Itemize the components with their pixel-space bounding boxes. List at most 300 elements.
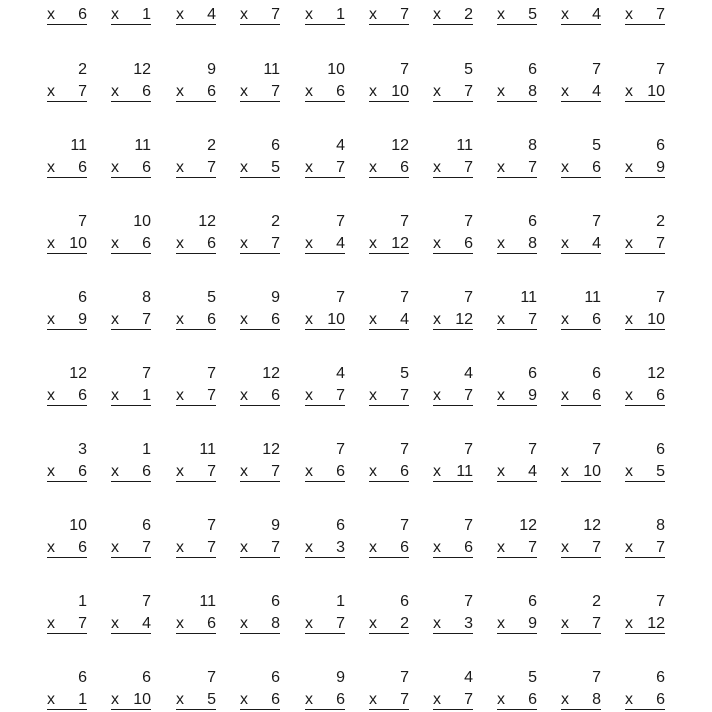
times-sign: x (111, 159, 119, 176)
multiplicand: 12 (198, 213, 216, 230)
multiplicand: 5 (528, 669, 537, 686)
multiplier: 7 (271, 539, 280, 556)
times-sign: x (561, 387, 569, 404)
multiplier: 7 (528, 539, 537, 556)
multiplicand: 9 (336, 669, 345, 686)
multiplication-problem (238, 364, 282, 408)
multiplier-line (111, 538, 151, 558)
multiplication-problem (431, 516, 475, 560)
multiplicand: 7 (464, 441, 473, 458)
multiplication-problem (367, 440, 411, 484)
multiplier-line (176, 5, 216, 25)
multiplicand: 7 (207, 669, 216, 686)
multiplier: 7 (271, 83, 280, 100)
multiplier: 6 (207, 311, 216, 328)
multiplicand: 12 (262, 441, 280, 458)
times-sign: x (305, 235, 313, 252)
multiplier: 5 (207, 691, 216, 708)
times-sign: x (240, 311, 248, 328)
multiplicand: 12 (519, 517, 537, 534)
partial-problem (303, 5, 347, 31)
multiplier: 6 (336, 83, 345, 100)
times-sign: x (625, 311, 633, 328)
multiplier-line (240, 5, 280, 25)
times-sign: x (305, 311, 313, 328)
multiplicand: 6 (528, 593, 537, 610)
multiplication-problem (174, 592, 218, 636)
multiplier-line (305, 614, 345, 634)
times-sign: x (111, 311, 119, 328)
multiplication-problem (303, 136, 347, 180)
multiplication-problem (45, 136, 89, 180)
multiplication-problem (367, 212, 411, 256)
multiplier: 6 (400, 463, 409, 480)
multiplicand: 7 (528, 441, 537, 458)
multiplier: 7 (207, 539, 216, 556)
multiplier-line (433, 386, 473, 406)
multiplicand: 6 (400, 593, 409, 610)
multiplication-problem (45, 592, 89, 636)
multiplier-line (47, 310, 87, 330)
multiplier: 7 (464, 387, 473, 404)
multiplicand: 10 (133, 213, 151, 230)
multiplicand: 6 (271, 137, 280, 154)
times-sign: x (176, 83, 184, 100)
multiplier: 10 (69, 235, 87, 252)
multiplication-problem (238, 516, 282, 560)
multiplier: 10 (583, 463, 601, 480)
times-sign: x (369, 235, 377, 252)
multiplication-problem (367, 60, 411, 104)
multiplier: 6 (142, 159, 151, 176)
times-sign: x (561, 235, 569, 252)
multiplier-line (369, 386, 409, 406)
times-sign: x (305, 6, 313, 23)
multiplier: 4 (142, 615, 151, 632)
multiplication-problem (623, 60, 667, 104)
times-sign: x (47, 6, 55, 23)
multiplier-line (625, 462, 665, 482)
multiplier: 4 (528, 463, 537, 480)
multiplication-problem (495, 668, 539, 712)
multiplier-line (497, 614, 537, 634)
multiplication-problem (559, 288, 603, 332)
multiplication-problem (174, 440, 218, 484)
times-sign: x (111, 463, 119, 480)
multiplier: 1 (142, 6, 151, 23)
multiplier: 6 (78, 463, 87, 480)
multiplicand: 8 (528, 137, 537, 154)
partial-problem (367, 5, 411, 31)
multiplicand: 7 (464, 593, 473, 610)
multiplier-line (47, 690, 87, 710)
times-sign: x (305, 387, 313, 404)
multiplier: 6 (78, 539, 87, 556)
times-sign: x (305, 691, 313, 708)
multiplier-line (47, 386, 87, 406)
multiplier: 6 (656, 387, 665, 404)
multiplier-line (176, 82, 216, 102)
multiplier: 7 (400, 6, 409, 23)
times-sign: x (497, 615, 505, 632)
multiplier: 7 (528, 159, 537, 176)
multiplier-line (433, 690, 473, 710)
multiplier-line (433, 158, 473, 178)
multiplication-problem (109, 516, 153, 560)
multiplier: 4 (400, 311, 409, 328)
multiplicand: 5 (207, 289, 216, 306)
multiplicand: 9 (207, 61, 216, 78)
multiplication-problem (367, 288, 411, 332)
multiplicand: 12 (647, 365, 665, 382)
times-sign: x (176, 387, 184, 404)
multiplier-line (47, 462, 87, 482)
multiplier-line (176, 538, 216, 558)
multiplier-line (47, 5, 87, 25)
multiplier: 12 (455, 311, 473, 328)
multiplier-line (176, 386, 216, 406)
multiplication-problem (559, 592, 603, 636)
multiplier: 7 (656, 235, 665, 252)
multiplier: 2 (400, 615, 409, 632)
multiplication-problem (623, 516, 667, 560)
multiplier-line (497, 310, 537, 330)
multiplier-line (625, 538, 665, 558)
multiplicand: 12 (69, 365, 87, 382)
multiplicand: 1 (336, 593, 345, 610)
multiplier-line (497, 538, 537, 558)
multiplier: 10 (327, 311, 345, 328)
times-sign: x (625, 615, 633, 632)
multiplication-problem (303, 212, 347, 256)
multiplication-problem (109, 60, 153, 104)
multiplication-problem (431, 288, 475, 332)
multiplicand: 2 (78, 61, 87, 78)
multiplier-line (625, 386, 665, 406)
multiplier-line (240, 158, 280, 178)
multiplier-line (433, 234, 473, 254)
multiplicand: 4 (464, 669, 473, 686)
multiplier-line (240, 386, 280, 406)
times-sign: x (176, 463, 184, 480)
multiplicand: 11 (456, 137, 473, 154)
partial-problem (45, 5, 89, 31)
multiplicand: 6 (78, 289, 87, 306)
multiplicand: 8 (656, 517, 665, 534)
multiplier: 7 (336, 159, 345, 176)
multiplication-problem (495, 592, 539, 636)
multiplier-line (111, 690, 151, 710)
multiplier-line (625, 310, 665, 330)
multiplier: 6 (656, 691, 665, 708)
multiplicand: 5 (464, 61, 473, 78)
multiplication-problem (623, 212, 667, 256)
multiplier: 1 (336, 6, 345, 23)
multiplier: 6 (142, 83, 151, 100)
multiplicand: 10 (69, 517, 87, 534)
multiplier-line (561, 310, 601, 330)
multiplicand: 6 (271, 593, 280, 610)
multiplier: 7 (78, 615, 87, 632)
multiplication-problem (174, 212, 218, 256)
partial-problem (174, 5, 218, 31)
multiplicand: 12 (133, 61, 151, 78)
times-sign: x (625, 83, 633, 100)
times-sign: x (240, 6, 248, 23)
multiplier-line (111, 82, 151, 102)
times-sign: x (305, 159, 313, 176)
multiplier-line (111, 5, 151, 25)
multiplicand: 4 (464, 365, 473, 382)
multiplier: 2 (464, 6, 473, 23)
multiplier: 7 (528, 311, 537, 328)
multiplicand: 1 (142, 441, 151, 458)
times-sign: x (47, 159, 55, 176)
multiplicand: 7 (400, 289, 409, 306)
multiplicand: 7 (592, 669, 601, 686)
multiplicand: 7 (656, 289, 665, 306)
multiplicand: 7 (400, 213, 409, 230)
multiplicand: 10 (327, 61, 345, 78)
times-sign: x (497, 463, 505, 480)
multiplicand: 7 (592, 213, 601, 230)
times-sign: x (305, 83, 313, 100)
multiplier-line (305, 158, 345, 178)
partial-problem (431, 5, 475, 31)
multiplication-problem (238, 440, 282, 484)
multiplicand: 4 (336, 365, 345, 382)
multiplication-problem (495, 60, 539, 104)
multiplier-line (433, 614, 473, 634)
multiplier: 4 (592, 83, 601, 100)
multiplier-line (561, 614, 601, 634)
multiplier: 12 (391, 235, 409, 252)
multiplier: 7 (592, 539, 601, 556)
times-sign: x (497, 691, 505, 708)
multiplier-line (240, 614, 280, 634)
multiplier: 5 (528, 6, 537, 23)
multiplier-line (625, 614, 665, 634)
multiplier-line (625, 234, 665, 254)
times-sign: x (240, 235, 248, 252)
multiplier: 5 (271, 159, 280, 176)
multiplier-line (111, 234, 151, 254)
multiplier-line (240, 462, 280, 482)
multiplication-problem (109, 212, 153, 256)
times-sign: x (369, 463, 377, 480)
multiplier-line (497, 462, 537, 482)
multiplicand: 2 (271, 213, 280, 230)
times-sign: x (497, 539, 505, 556)
multiplier: 7 (207, 387, 216, 404)
multiplication-problem (109, 592, 153, 636)
times-sign: x (305, 463, 313, 480)
multiplication-problem (303, 516, 347, 560)
multiplicand: 7 (207, 365, 216, 382)
times-sign: x (433, 6, 441, 23)
times-sign: x (369, 6, 377, 23)
times-sign: x (369, 159, 377, 176)
multiplier-line (369, 462, 409, 482)
times-sign: x (111, 6, 119, 23)
multiplier: 12 (647, 615, 665, 632)
times-sign: x (561, 691, 569, 708)
multiplication-problem (238, 212, 282, 256)
multiplicand: 7 (464, 517, 473, 534)
times-sign: x (625, 235, 633, 252)
multiplicand: 3 (78, 441, 87, 458)
multiplier-line (497, 386, 537, 406)
times-sign: x (47, 311, 55, 328)
multiplication-problem (238, 592, 282, 636)
multiplier-line (561, 462, 601, 482)
multiplier: 4 (592, 6, 601, 23)
multiplier: 6 (464, 235, 473, 252)
multiplier-line (305, 386, 345, 406)
times-sign: x (47, 615, 55, 632)
multiplication-problem (495, 212, 539, 256)
multiplier: 6 (207, 235, 216, 252)
multiplication-problem (238, 668, 282, 712)
multiplier: 6 (207, 83, 216, 100)
multiplication-problem (495, 288, 539, 332)
times-sign: x (561, 539, 569, 556)
multiplier: 1 (142, 387, 151, 404)
multiplicand: 7 (207, 517, 216, 534)
multiplier: 6 (142, 463, 151, 480)
multiplication-problem (109, 440, 153, 484)
multiplicand: 9 (271, 289, 280, 306)
multiplication-problem (431, 440, 475, 484)
times-sign: x (561, 463, 569, 480)
multiplication-problem (303, 288, 347, 332)
multiplication-problem (431, 592, 475, 636)
multiplier: 6 (592, 159, 601, 176)
multiplication-problem (495, 136, 539, 180)
times-sign: x (176, 6, 184, 23)
multiplication-problem (367, 516, 411, 560)
multiplier-line (369, 310, 409, 330)
multiplication-problem (303, 60, 347, 104)
multiplication-problem (45, 60, 89, 104)
multiplier: 9 (656, 159, 665, 176)
multiplier: 7 (464, 83, 473, 100)
multiplicand: 7 (400, 441, 409, 458)
times-sign: x (369, 387, 377, 404)
multiplier-line (433, 310, 473, 330)
times-sign: x (111, 387, 119, 404)
multiplication-problem (559, 364, 603, 408)
partial-problem (238, 5, 282, 31)
multiplier-line (176, 614, 216, 634)
multiplication-problem (559, 212, 603, 256)
multiplier-line (625, 82, 665, 102)
multiplier-line (305, 310, 345, 330)
partial-problem (623, 5, 667, 31)
multiplier: 8 (271, 615, 280, 632)
multiplier-line (240, 690, 280, 710)
times-sign: x (47, 387, 55, 404)
multiplier: 7 (142, 311, 151, 328)
multiplication-problem (174, 288, 218, 332)
times-sign: x (433, 235, 441, 252)
multiplier: 8 (528, 83, 537, 100)
multiplier-line (625, 158, 665, 178)
times-sign: x (433, 691, 441, 708)
multiplication-problem (109, 288, 153, 332)
times-sign: x (240, 159, 248, 176)
multiplier-line (369, 82, 409, 102)
multiplicand: 5 (592, 137, 601, 154)
multiplier: 7 (78, 83, 87, 100)
multiplier: 3 (464, 615, 473, 632)
times-sign: x (625, 691, 633, 708)
times-sign: x (369, 691, 377, 708)
multiplicand: 11 (520, 289, 537, 306)
multiplier-line (47, 538, 87, 558)
multiplication-problem (174, 364, 218, 408)
multiplication-problem (431, 364, 475, 408)
multiplier-line (497, 82, 537, 102)
multiplier: 6 (207, 615, 216, 632)
times-sign: x (625, 159, 633, 176)
multiplicand: 6 (142, 517, 151, 534)
multiplier: 11 (456, 463, 473, 480)
multiplier: 7 (207, 159, 216, 176)
multiplier: 7 (336, 387, 345, 404)
multiplier: 7 (592, 615, 601, 632)
multiplication-problem (45, 440, 89, 484)
multiplier-line (369, 690, 409, 710)
times-sign: x (240, 615, 248, 632)
multiplicand: 6 (78, 669, 87, 686)
multiplier-line (433, 538, 473, 558)
multiplicand: 7 (142, 593, 151, 610)
times-sign: x (176, 159, 184, 176)
multiplier-line (625, 5, 665, 25)
multiplicand: 12 (262, 365, 280, 382)
multiplication-problem (303, 440, 347, 484)
multiplier-line (625, 690, 665, 710)
multiplier-line (305, 5, 345, 25)
multiplier-line (305, 234, 345, 254)
multiplier-line (176, 158, 216, 178)
multiplication-problem (238, 60, 282, 104)
multiplicand: 7 (142, 365, 151, 382)
multiplication-problem (431, 212, 475, 256)
multiplicand: 9 (271, 517, 280, 534)
multiplier: 6 (78, 6, 87, 23)
multiplier: 5 (656, 463, 665, 480)
multiplicand: 7 (336, 289, 345, 306)
multiplicand: 7 (336, 441, 345, 458)
times-sign: x (433, 83, 441, 100)
times-sign: x (561, 6, 569, 23)
multiplicand: 7 (656, 593, 665, 610)
multiplier-line (240, 82, 280, 102)
multiplier: 4 (336, 235, 345, 252)
times-sign: x (240, 387, 248, 404)
multiplicand: 2 (656, 213, 665, 230)
multiplication-problem (45, 288, 89, 332)
times-sign: x (240, 539, 248, 556)
multiplier-line (561, 538, 601, 558)
multiplier: 6 (271, 311, 280, 328)
multiplication-problem (303, 668, 347, 712)
times-sign: x (47, 691, 55, 708)
multiplication-problem (367, 592, 411, 636)
multiplier: 4 (207, 6, 216, 23)
